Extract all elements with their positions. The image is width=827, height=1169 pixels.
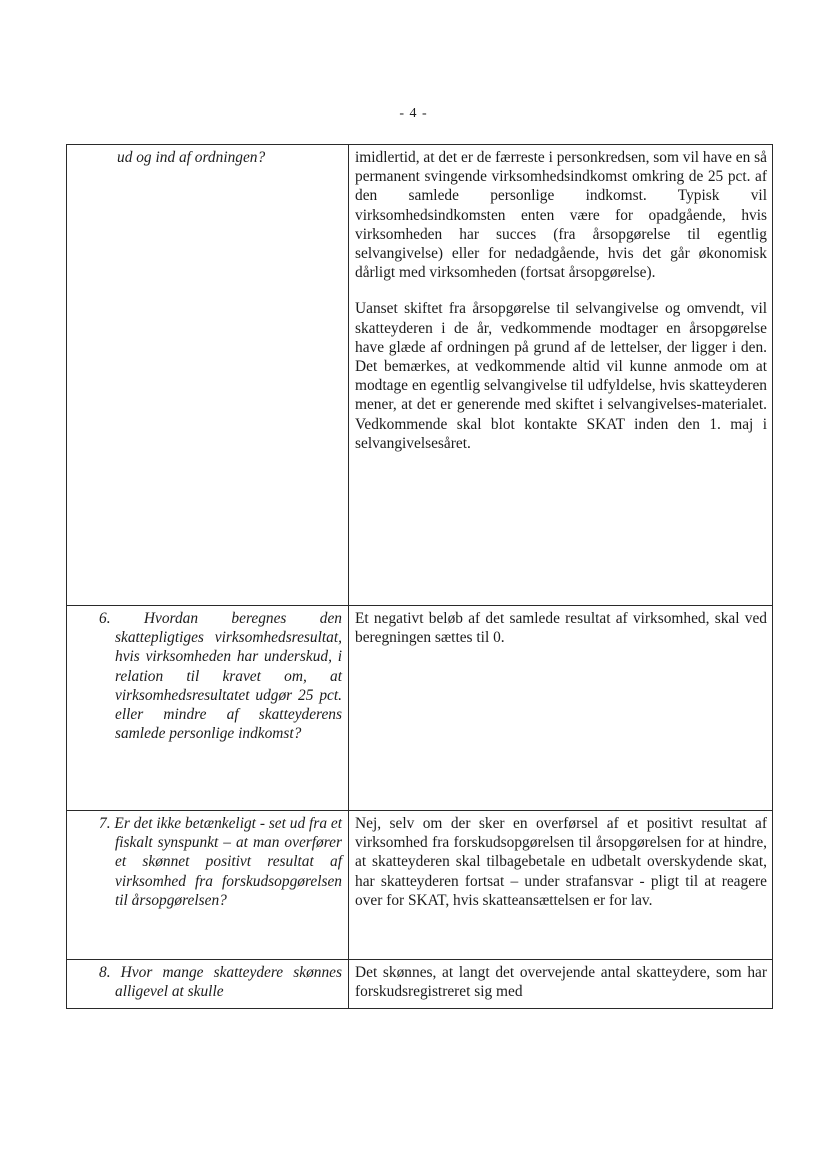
table-row (67, 145, 773, 606)
page-number: - 4 - (399, 106, 428, 121)
answer-cell (349, 811, 773, 960)
answer-cell (349, 145, 773, 606)
answer-paragraph: imidlertid, at det er de færreste i personkredsen, som vil have en så permanent svingende virksomhedsindkomst omkring de 25 pct. af den samlede personlige indkomst. Typisk vil virksomhedsindkomsten enten være for opadgående, hvis virksomheden har succes (fra årsopgørelse til egentlig selvangivelse) eller for nedadgående, hvis det går økonomisk dårligt med virksomheden (fortsat årsopgørelse). (355, 149, 768, 282)
qa-table (66, 144, 773, 1009)
question-cell (67, 811, 349, 960)
question-cell (67, 960, 349, 1009)
answer-paragraph: Det skønnes, at langt det overvejende antal skatteydere, som har forskudsregistreret sig med (355, 964, 767, 1001)
answer-cell (349, 606, 773, 811)
question-text: ud og ind af ordningen? (117, 149, 266, 166)
question-cell (67, 145, 349, 606)
answer-cell (349, 960, 773, 1009)
question-text: 6. Hvordan beregnes den skattepligtiges virksomhedsresultat, hvis virksomheden har underskud, i relation til kravet om, at virksomhedsresultatet udgør 25 pct. eller mindre af skatteyderens samlede personlige indkomst? (99, 610, 342, 743)
question-text: 8. Hvor mange skatteydere skønnes alligevel at skulle (99, 964, 342, 1001)
answer-paragraph: Nej, selv om der sker en overførsel af et positivt resultat af virksomhed fra forskudsopgørelsen til årsopgørelsen for at hindre, at skatteyderen skal tilbagebetale en udbetalt overskydende skat, har skatteyderen fortsat – under strafansvar - pligt til at reagere over for SKAT, hvis skatteansættelsen er for lav. (355, 815, 767, 909)
table-row (67, 606, 773, 811)
answer-paragraph: Uanset skiftet fra årsopgørelse til selvangivelse og omvendt, vil skatteyderen i de år, vedkommende modtager en årsopgørelse have glæde af ordningen på grund af de lettelser, der ligger i den. Det bemærkes, at vedkommende altid vil kunne anmode om at modtage en egentlig selvangivelse til udfyldelse, hvis skatteyderen mener, at det er generende med skiftet i selvangivelses-materialet. Vedkommende skal blot kontakte SKAT inden den 1. maj i selvangivelsesåret. (355, 300, 767, 452)
question-text: 7. Er det ikke betænkeligt - set ud fra et fiskalt synspunkt – at man overfører et skønnet positivt resultat af virksomhed fra forskudsopgørelsen til årsopgørelsen? (99, 815, 342, 909)
answer-paragraph: Et negativt beløb af det samlede resultat af virksomhed, skal ved beregningen sættes til 0. (355, 610, 767, 647)
table-row (67, 960, 773, 1009)
table-row (67, 811, 773, 960)
question-cell (67, 606, 349, 811)
